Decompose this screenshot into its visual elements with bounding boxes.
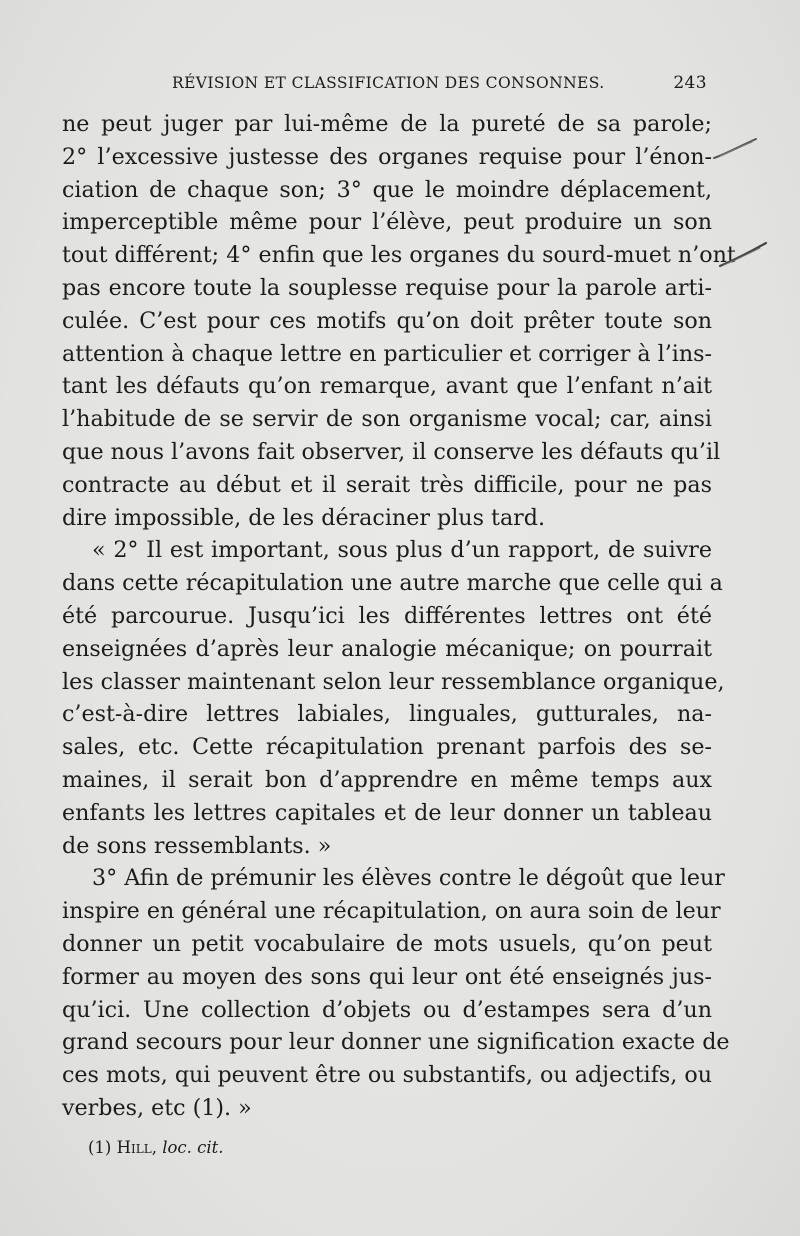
page-number: 243 bbox=[673, 73, 707, 93]
text-line: été parcourue. Jusqu’ici les différentes lettres ont été bbox=[62, 602, 712, 629]
text-line: qu’ici. Une collection d’objets ou d’estampes sera d’un bbox=[62, 996, 712, 1023]
text-line: « 2° Il est important, sous plus d’un rapport, de suivre bbox=[92, 537, 712, 564]
text-line: l’habitude de se servir de son organisme vocal; car, ainsi bbox=[62, 406, 712, 433]
text-line: enseignées d’après leur analogie mécanique; on pourrait bbox=[62, 635, 712, 662]
text-line: c’est-à-dire lettres labiales, linguales, gutturales, na- bbox=[62, 701, 712, 728]
text-line: 2° l’excessive justesse des organes requise pour l’énon- bbox=[62, 143, 712, 170]
paragraph-1 bbox=[62, 108, 736, 534]
text-line: verbes, etc (1). » bbox=[62, 1094, 252, 1121]
text-line: de sons ressemblants. » bbox=[62, 832, 332, 859]
text-line: grand secours pour leur donner une signification exacte de bbox=[62, 1029, 730, 1056]
text-line: dans cette récapitulation une autre marche que celle qui a bbox=[62, 570, 723, 597]
text-line: inspire en général une récapitulation, on aura soin de leur bbox=[62, 898, 721, 925]
footnote-reference: loc. cit. bbox=[162, 1138, 224, 1157]
text-line: pas encore toute la souplesse requise pour la parole arti- bbox=[62, 274, 712, 301]
paragraph-3 bbox=[62, 862, 730, 1124]
pencil-mark bbox=[712, 136, 758, 162]
text-line: culée. C’est pour ces motifs qu’on doit prêter toute son bbox=[62, 307, 712, 334]
paragraph-2 bbox=[62, 534, 725, 862]
text-line: attention à chaque lettre en particulier et corriger à l’ins- bbox=[62, 340, 713, 367]
text-line: les classer maintenant selon leur ressemblance organique, bbox=[62, 668, 725, 695]
text-line: tout différent; 4° enfin que les organes du sourd-muet n’ont bbox=[62, 242, 736, 269]
text-line: maines, il serait bon d’apprendre en même temps aux bbox=[62, 766, 712, 793]
text-line: enfants les lettres capitales et de leur donner un tableau bbox=[62, 799, 712, 826]
text-line: tant les défauts qu’on remarque, avant que l’enfant n’ait bbox=[62, 373, 712, 400]
text-line: donner un petit vocabulaire de mots usuels, qu’on peut bbox=[62, 930, 712, 957]
text-line: 3° Afin de prémunir les élèves contre le dégoût que leur bbox=[92, 865, 725, 892]
body-text bbox=[62, 108, 736, 1125]
text-line: ne peut juger par lui-même de la pureté de sa parole; bbox=[62, 111, 712, 137]
text-line: que nous l’avons fait observer, il conserve les défauts qu’il bbox=[62, 438, 721, 465]
running-header bbox=[172, 70, 707, 98]
text-line: sales, etc. Cette récapitulation prenant parfois des se- bbox=[62, 734, 712, 761]
pencil-mark bbox=[718, 240, 768, 270]
text-line: dire impossible, de les déraciner plus tard. bbox=[62, 504, 546, 531]
text-line: imperceptible même pour l’élève, peut produire un son bbox=[62, 209, 712, 236]
running-title: RÉVISION ET CLASSIFICATION DES CONSONNES. bbox=[172, 74, 605, 92]
footnote bbox=[88, 1138, 224, 1157]
footnote-author: Hill, bbox=[116, 1138, 157, 1157]
text-line: ciation de chaque son; 3° que le moindre déplacement, bbox=[62, 176, 712, 203]
text-line: ces mots, qui peuvent être ou substantifs, ou adjectifs, ou bbox=[62, 1062, 712, 1089]
text-line: contracte au début et il serait très difficile, pour ne pas bbox=[62, 471, 712, 498]
text-line: former au moyen des sons qui leur ont été enseignés jus- bbox=[62, 963, 712, 990]
footnote-marker: (1) bbox=[88, 1138, 112, 1157]
